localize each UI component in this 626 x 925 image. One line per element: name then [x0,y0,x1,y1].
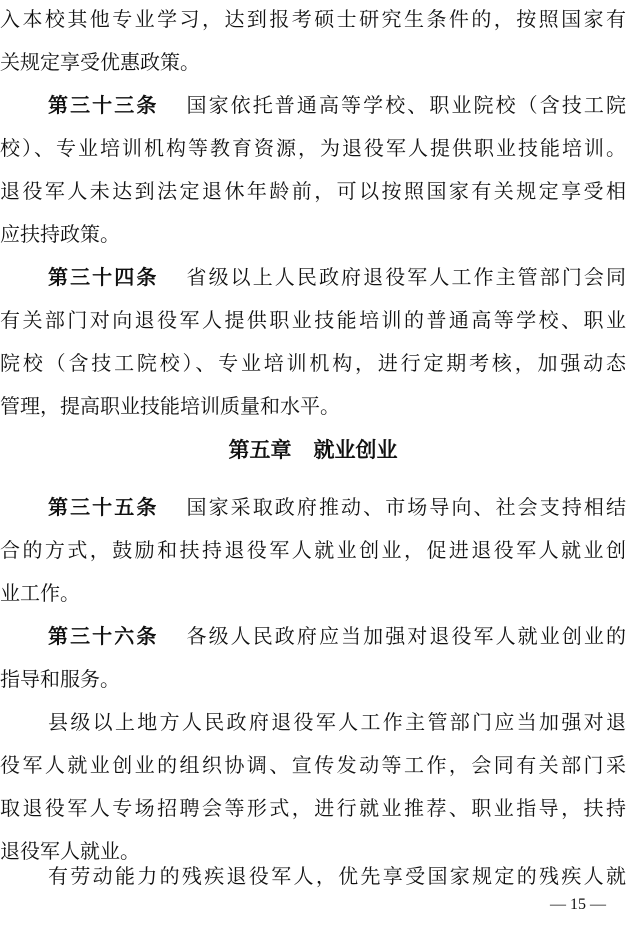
text-line: 应扶持政策。 [0,222,120,246]
text-line: 退役军人未达到法定退休年龄前，可以按照国家有关规定享受相 [0,179,626,203]
article-34-label: 第三十四条 [48,265,159,289]
text-line: 国家采取政府推动、市场导向、社会支持相结 [184,495,626,519]
text-line: 省级以上人民政府退役军人工作主管部门会同 [184,265,626,289]
text-line: 业工作。 [0,581,80,605]
text-line: 院校（含技工院校）、专业培训机构，进行定期考核，加强动态 [0,351,626,375]
chapter-number: 第五章 [228,438,292,462]
text-line: 县级以上地方人民政府退役军人工作主管部门应当加强对退 [48,710,626,734]
article-36-first-line [0,621,626,651]
page-number: — 15 — [550,896,606,913]
article-35-label: 第三十五条 [48,495,159,519]
text-line: 入本校其他专业学习，达到报考硕士研究生条件的，按照国家有 [0,7,626,31]
text-line: 国家依托普通高等学校、职业院校（含技工院 [184,93,626,117]
text-line: 取退役军人专场招聘会等形式，进行就业推荐、职业指导，扶持 [0,796,626,820]
text-line: 校）、专业培训机构等教育资源，为退役军人提供职业技能培训。 [0,136,626,160]
chapter-title: 就业创业 [313,438,398,462]
article-34-first-line [0,262,626,292]
text-line: 各级人民政府应当加强对退役军人就业创业的 [184,624,626,648]
text-line: 有劳动能力的残疾退役军人，优先享受国家规定的残疾人就 [48,864,626,888]
text-line: 役军人就业创业的组织协调、宣传发动等工作，会同有关部门采 [0,753,626,777]
article-36-label: 第三十六条 [48,624,159,648]
chapter-heading [0,435,626,465]
text-line: 指导和服务。 [0,667,120,691]
text-line: 管理，提高职业技能培训质量和水平。 [0,394,340,418]
article-33-first-line [0,90,626,120]
text-line: 有关部门对向退役军人提供职业技能培训的普通高等学校、职业 [0,308,626,332]
text-line: 退役军人就业。 [0,839,140,863]
article-35-first-line [0,492,626,522]
text-line: 合的方式，鼓励和扶持退役军人就业创业，促进退役军人就业创 [0,538,626,562]
article-33-label: 第三十三条 [48,93,159,117]
text-line: 关规定享受优惠政策。 [0,50,200,74]
